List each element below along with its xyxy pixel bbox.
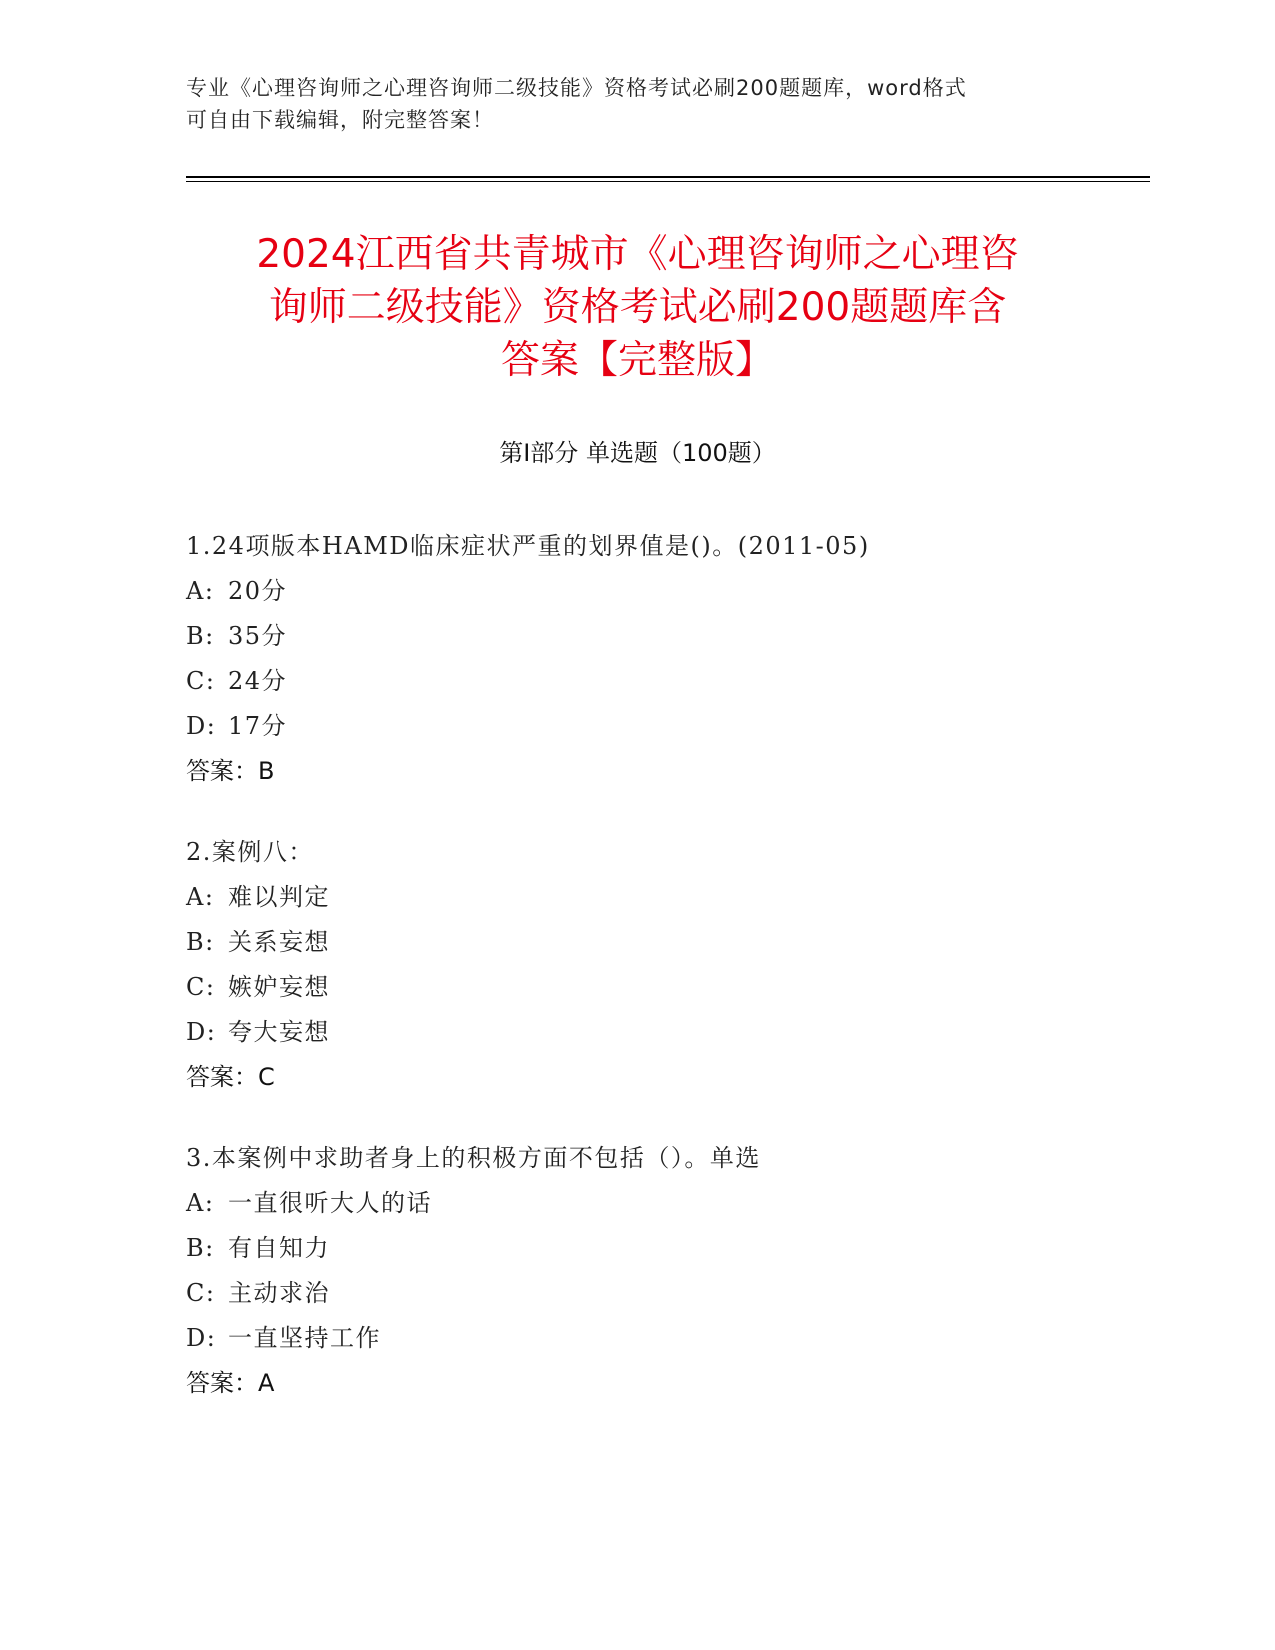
option-text: 关系妄想 [228,928,330,956]
option-letter: D: [186,712,217,740]
option-text: 有自知力 [228,1234,330,1262]
option-text: 嫉妒妄想 [228,973,330,1001]
question-3 [186,1136,1106,1406]
option-a [186,1181,1106,1226]
header-divider-thick [186,176,1150,178]
option-d [186,1316,1106,1361]
option-text: 夸大妄想 [228,1018,330,1046]
option-c [186,659,1106,704]
header-note-line-1: 专业《心理咨询师之心理咨询师二级技能》资格考试必刷200题题库，word格式 [186,76,967,100]
document-title-line-2: 询师二级技能》资格考试必刷200题题库含 [268,285,1007,330]
question-stem: 1.24项版本HAMD临床症状严重的划界值是()。(2011-05) [186,532,870,560]
header-note [186,72,1066,136]
option-letter: C: [186,973,216,1001]
option-letter: D: [186,1018,217,1046]
option-text: 一直很听大人的话 [228,1189,432,1217]
question-stem: 3.本案例中求助者身上的积极方面不包括（）。单选 [186,1144,761,1172]
option-text: 17分 [228,712,288,740]
option-b [186,920,1106,965]
question-1 [186,524,1106,794]
answer: 答案：A [186,1369,275,1397]
question-list [186,524,1106,1442]
option-text: 难以判定 [228,883,330,911]
option-letter: C: [186,667,216,695]
option-b [186,1226,1106,1271]
document-title-line-3: 答案【完整版】 [500,338,774,383]
option-a [186,569,1106,614]
header-divider-thin [186,181,1150,182]
option-c [186,1271,1106,1316]
document-title-line-1: 2024江西省共青城市《心理咨询师之心理咨 [256,232,1019,277]
option-letter: D: [186,1324,217,1352]
document-title [160,228,1115,387]
option-letter: B: [186,928,215,956]
header-note-line-2: 可自由下载编辑，附完整答案！ [186,108,494,132]
option-d [186,1010,1106,1055]
option-letter: A: [186,883,215,911]
option-d [186,704,1106,749]
option-c [186,965,1106,1010]
option-letter: A: [186,577,215,605]
option-letter: B: [186,622,215,650]
answer: 答案：B [186,757,275,785]
option-text: 35分 [228,622,288,650]
option-letter: B: [186,1234,215,1262]
option-text: 主动求治 [228,1279,330,1307]
option-b [186,614,1106,659]
option-letter: C: [186,1279,216,1307]
question-2 [186,830,1106,1100]
option-a [186,875,1106,920]
answer: 答案：C [186,1063,275,1091]
option-text: 20分 [228,577,288,605]
option-text: 24分 [228,667,288,695]
option-letter: A: [186,1189,215,1217]
section-title: 第Ⅰ部分 单选题（100题） [499,439,776,467]
option-text: 一直坚持工作 [228,1324,381,1352]
question-stem: 2.案例八： [186,838,314,866]
